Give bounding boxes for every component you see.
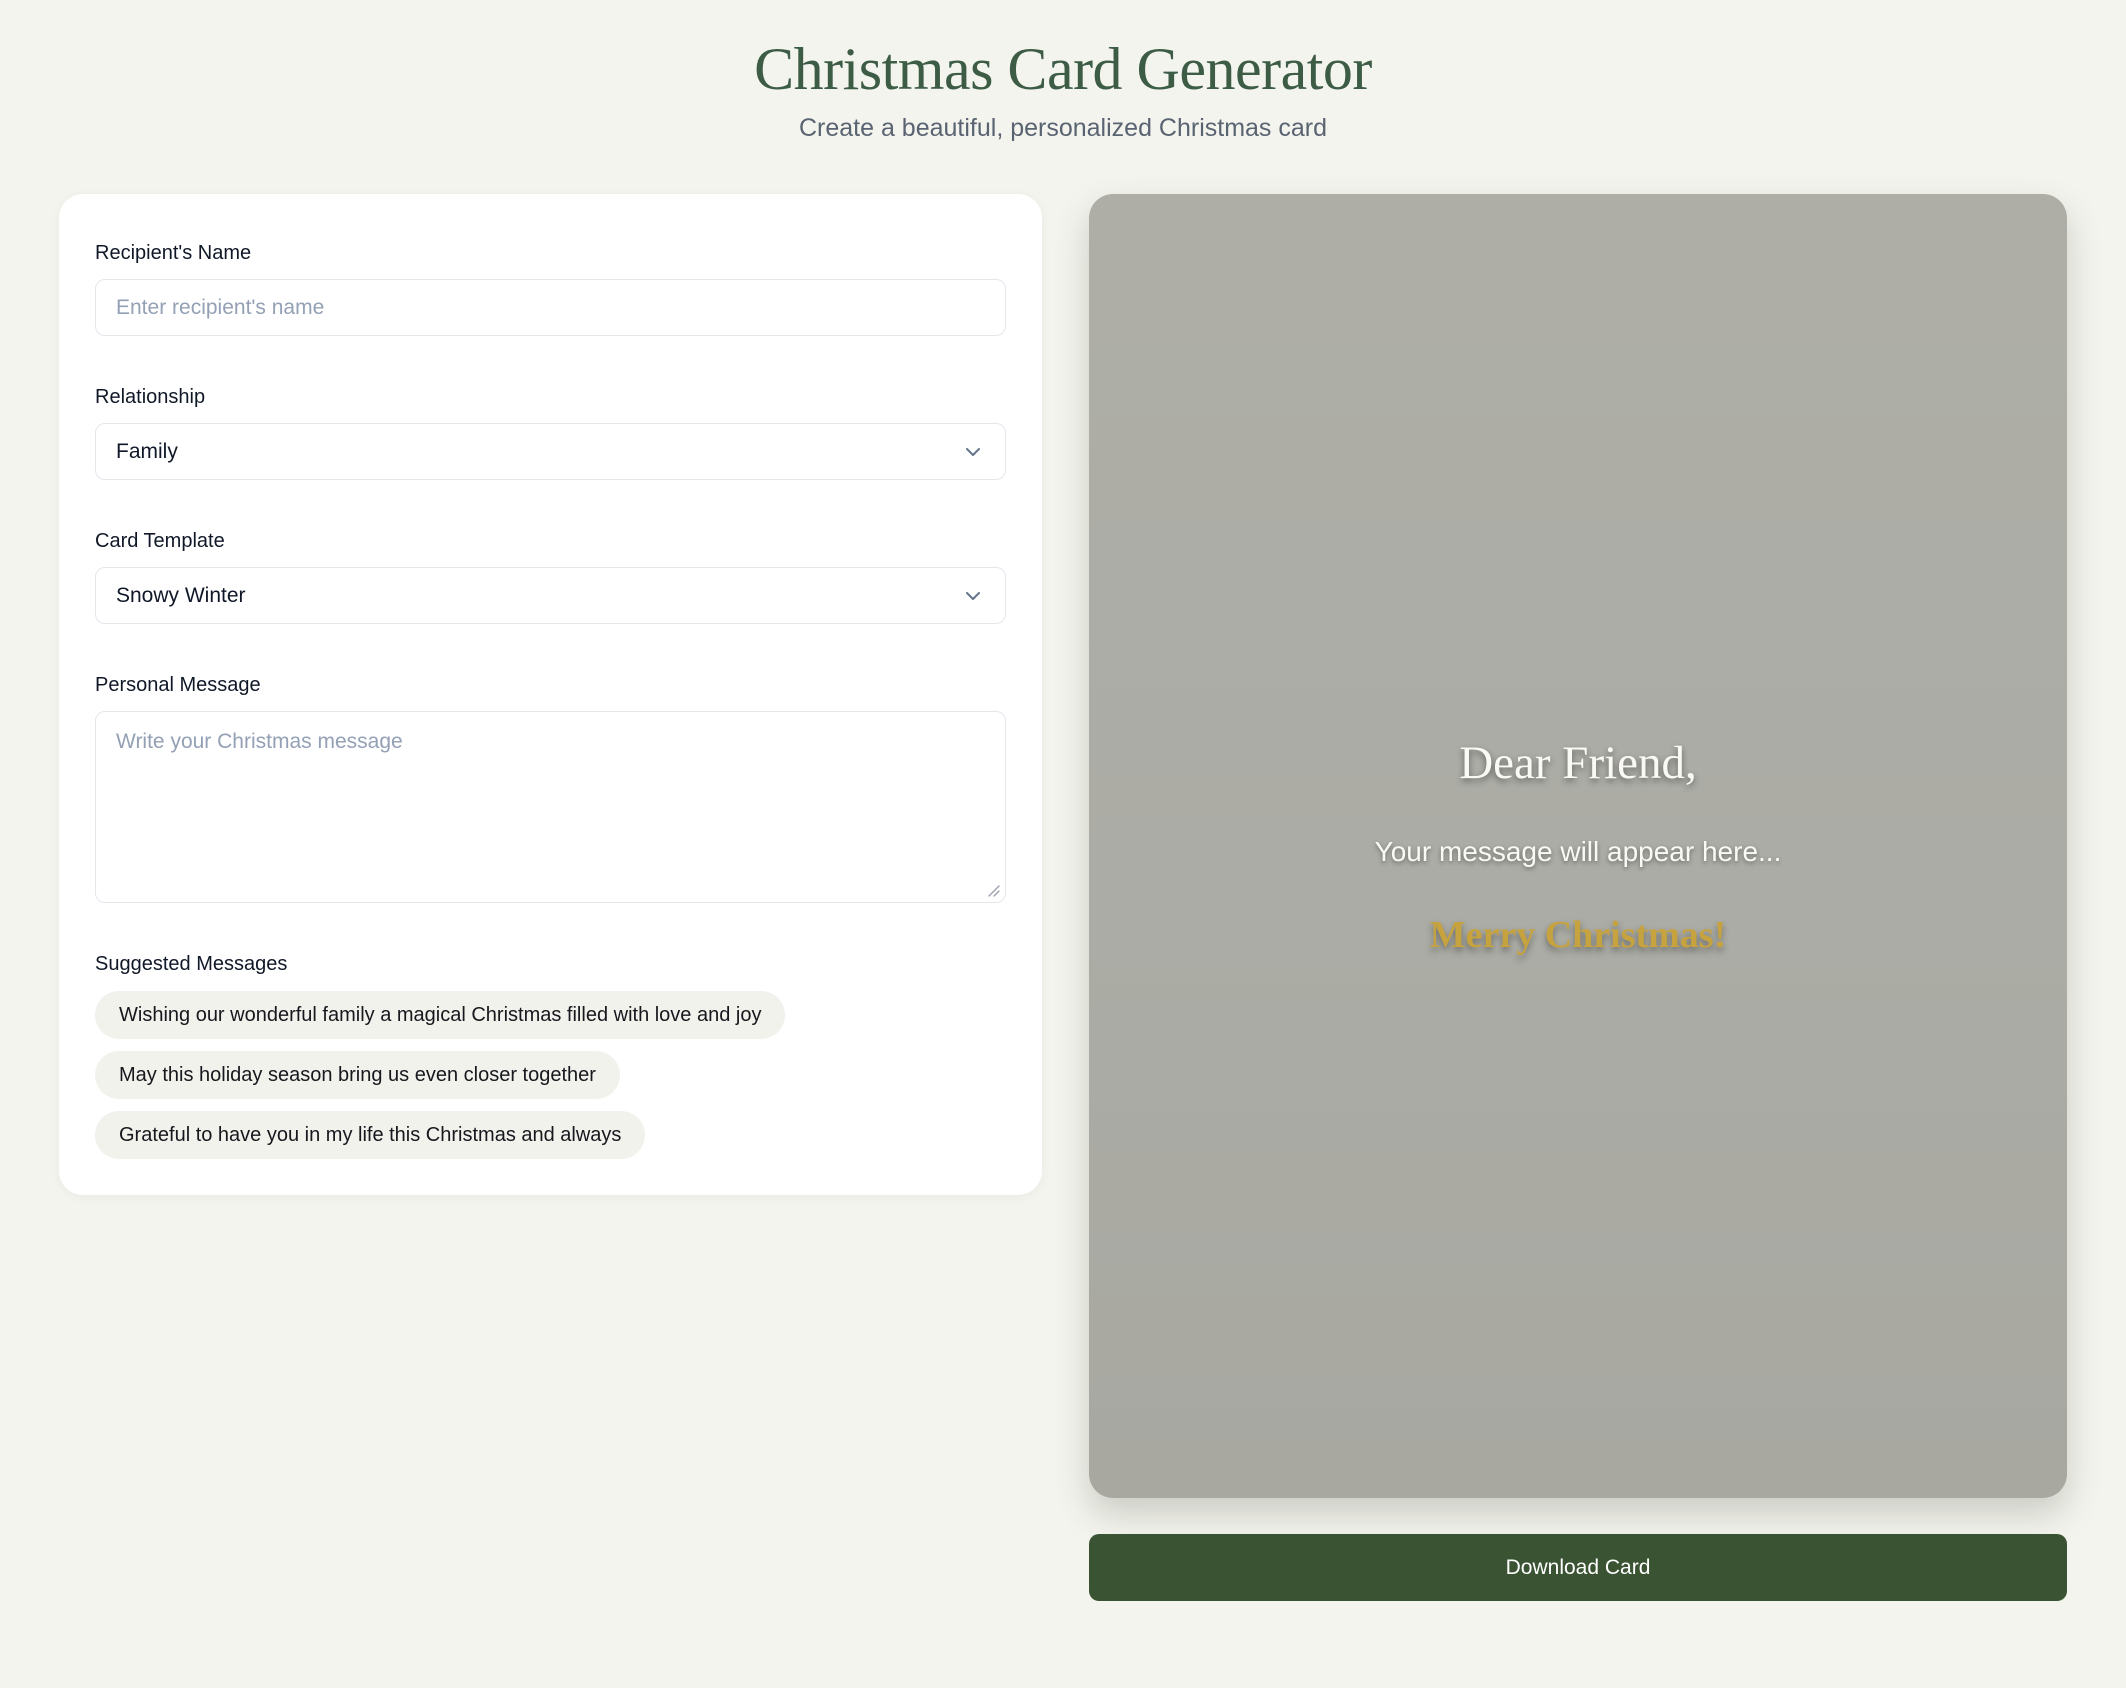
relationship-select-value: Family [116, 439, 178, 463]
chevron-down-icon [961, 584, 985, 608]
card-template-select[interactable] [95, 567, 1006, 624]
main-content [0, 194, 2126, 1601]
download-card-button[interactable]: Download Card [1089, 1534, 2067, 1601]
recipient-name-label: Recipient's Name [95, 242, 252, 264]
page-subtitle: Create a beautiful, personalized Christmas card [798, 114, 1328, 142]
card-template-label: Card Template [95, 530, 225, 552]
card-form-panel [59, 194, 1042, 1195]
personal-message-textarea-wrap [95, 711, 1006, 903]
card-preview [1089, 194, 2067, 1498]
suggestion-pill[interactable]: Grateful to have you in my life this Christmas and always [95, 1111, 645, 1159]
personal-message-label: Personal Message [95, 674, 261, 696]
chevron-down-icon [961, 440, 985, 464]
personal-message-field-group [95, 672, 1006, 903]
recipient-name-input[interactable] [95, 279, 1006, 336]
card-preview-column [1089, 194, 2067, 1601]
personal-message-textarea[interactable] [95, 711, 1006, 903]
suggested-messages-label: Suggested Messages [95, 953, 288, 975]
preview-greeting: Dear Friend, [1459, 737, 1697, 789]
suggestion-pill[interactable]: Wishing our wonderful family a magical Christmas filled with love and joy [95, 991, 785, 1039]
recipient-name-field-group [95, 240, 1006, 336]
preview-signoff: Merry Christmas! [1429, 914, 1727, 956]
relationship-select[interactable] [95, 423, 1006, 480]
card-template-select-value: Snowy Winter [116, 583, 246, 607]
relationship-label: Relationship [95, 386, 206, 408]
relationship-field-group [95, 384, 1006, 480]
suggestion-pill[interactable]: May this holiday season bring us even closer together [95, 1051, 620, 1099]
preview-message: Your message will appear here... [1374, 836, 1782, 867]
card-template-field-group [95, 528, 1006, 624]
suggested-messages-group [95, 951, 1006, 1159]
page-header [0, 0, 2126, 144]
page-title: Christmas Card Generator [754, 36, 1372, 102]
